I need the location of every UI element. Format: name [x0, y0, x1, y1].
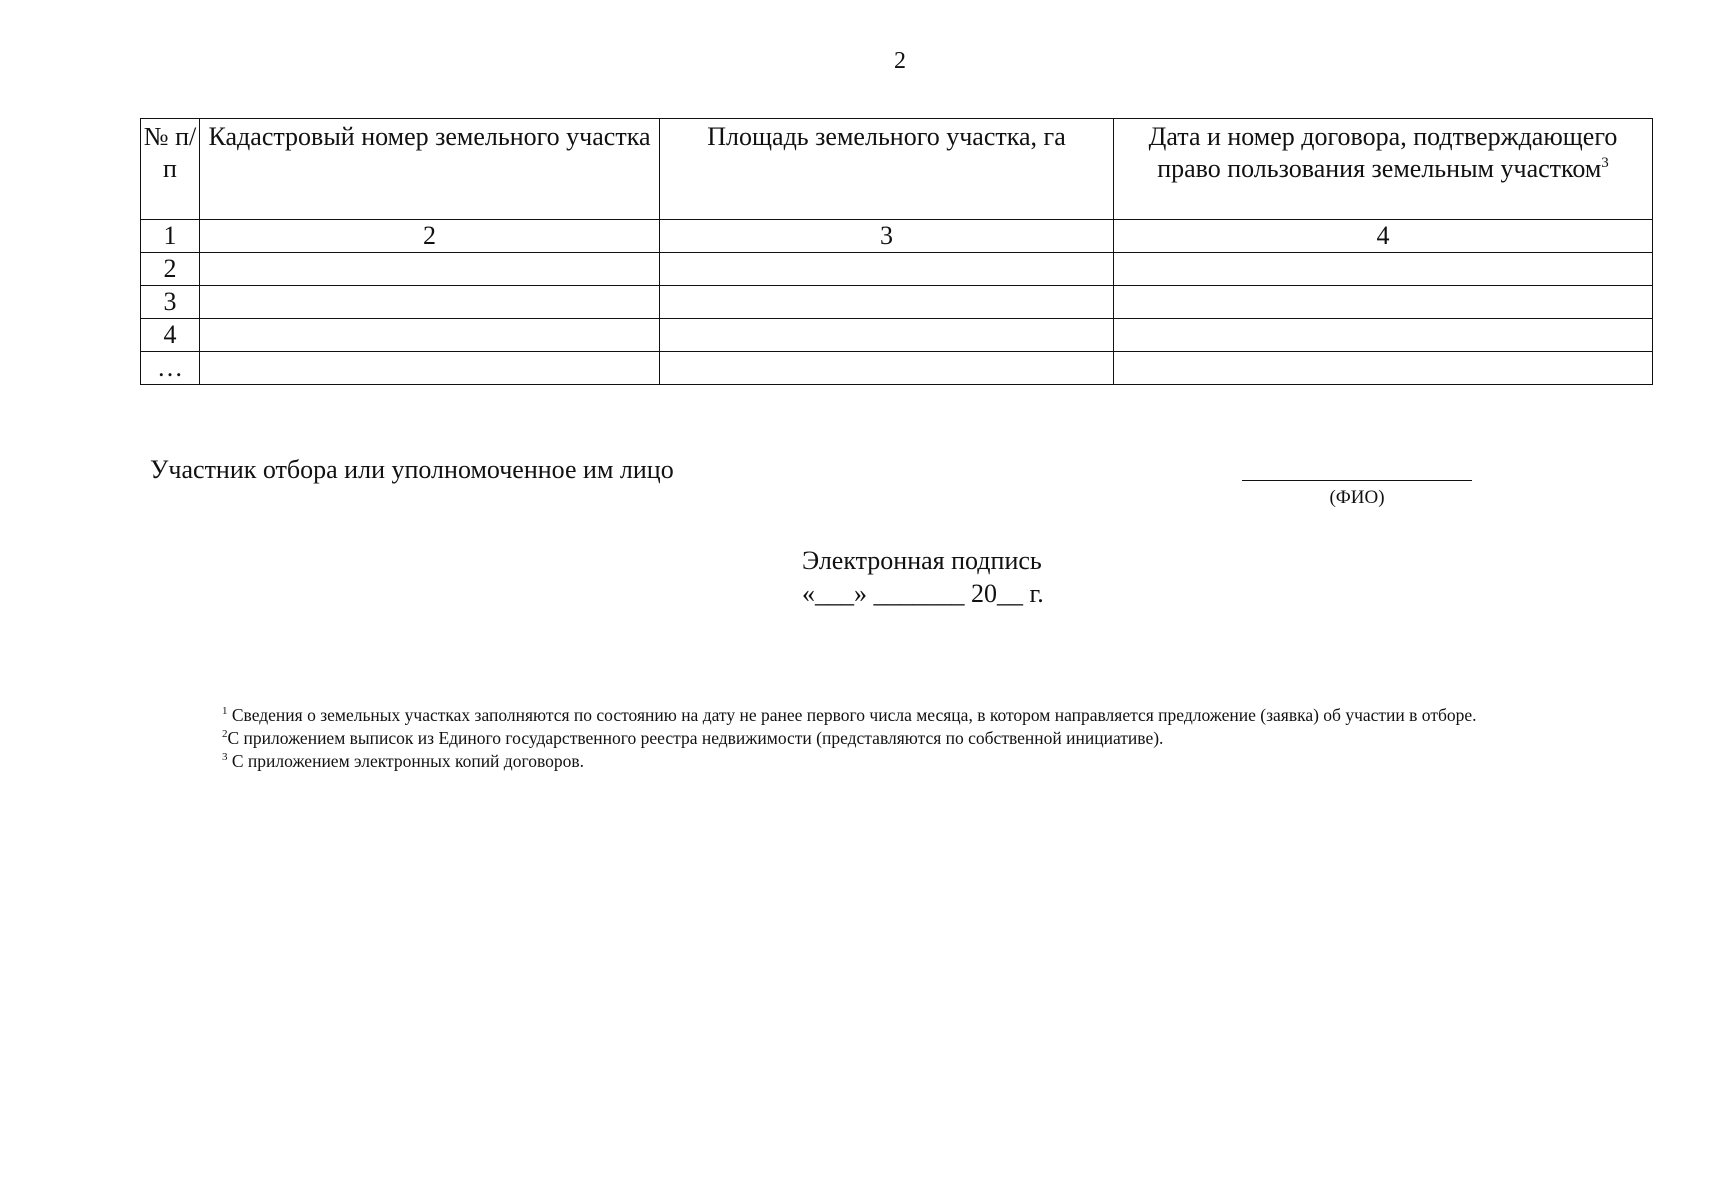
- table-cell: [1114, 319, 1653, 352]
- footnote-mark-2: 2: [222, 728, 228, 740]
- footnote-mark-3: 3: [222, 751, 228, 763]
- table-row: [141, 319, 1653, 352]
- table-row: [141, 352, 1653, 385]
- table-cell: [200, 352, 660, 385]
- esign-label: Электронная подпись: [802, 546, 1042, 575]
- footnote-2: [150, 727, 1650, 750]
- land-plots-table: [140, 118, 1653, 385]
- table-cell: [660, 352, 1114, 385]
- date-template: «___» _______ 20__ г.: [802, 579, 1044, 608]
- table-cell: [660, 319, 1114, 352]
- header-cadastral-number: [200, 119, 660, 220]
- header-number-text: № п/п: [143, 122, 197, 183]
- table-row: [141, 253, 1653, 286]
- footnote-text-3: С приложением электронных копий договоров.: [227, 751, 584, 771]
- table-row: [141, 220, 1653, 253]
- table-cell: 1: [141, 220, 200, 253]
- table-row: [141, 286, 1653, 319]
- footnotes: [150, 704, 1650, 773]
- header-area: [660, 119, 1114, 220]
- footnote-text-2: С приложением выписок из Единого государственного реестра недвижимости (представляются по собственной инициативе).: [227, 728, 1164, 748]
- participant-label: Участник отбора или уполномоченное им лицо: [150, 455, 674, 484]
- header-contract: [1114, 119, 1653, 220]
- table-cell: 3: [141, 286, 200, 319]
- header-area-text: Площадь земельного участка, га: [707, 122, 1066, 151]
- table-cell: 4: [141, 319, 200, 352]
- footnote-1: [150, 704, 1650, 727]
- footnote-mark-1: 1: [222, 705, 228, 717]
- header-cadastral-text: Кадастровый номер земельного участка: [208, 122, 651, 151]
- table-header-row: [141, 119, 1653, 220]
- footnote-ref-3: 3: [1601, 155, 1609, 171]
- fio-label: (ФИО): [1329, 487, 1385, 508]
- page-number: 2: [894, 48, 906, 74]
- fio-signature-line: [1242, 480, 1472, 481]
- electronic-signature-block: [802, 544, 1044, 610]
- footnote-text-1: Сведения о земельных участках заполняются по состоянию на дату не ранее первого числа месяца, в котором направляется предложение (заявка) об участии в отборе.: [227, 705, 1477, 725]
- table-cell: [200, 286, 660, 319]
- footnote-3: [150, 750, 1650, 773]
- table-cell: [200, 319, 660, 352]
- header-number: [141, 119, 200, 220]
- table-cell: [1114, 253, 1653, 286]
- table-cell: [1114, 286, 1653, 319]
- table-cell: [200, 253, 660, 286]
- table-cell: [1114, 352, 1653, 385]
- table-cell: [660, 253, 1114, 286]
- table-cell: 4: [1114, 220, 1653, 253]
- table-cell: 2: [200, 220, 660, 253]
- table-cell: 2: [141, 253, 200, 286]
- header-contract-text: Дата и номер договора, подтверждающего право пользования земельным участком: [1148, 122, 1618, 183]
- table-cell: [660, 286, 1114, 319]
- table-cell: …: [141, 352, 200, 385]
- table-cell: 3: [660, 220, 1114, 253]
